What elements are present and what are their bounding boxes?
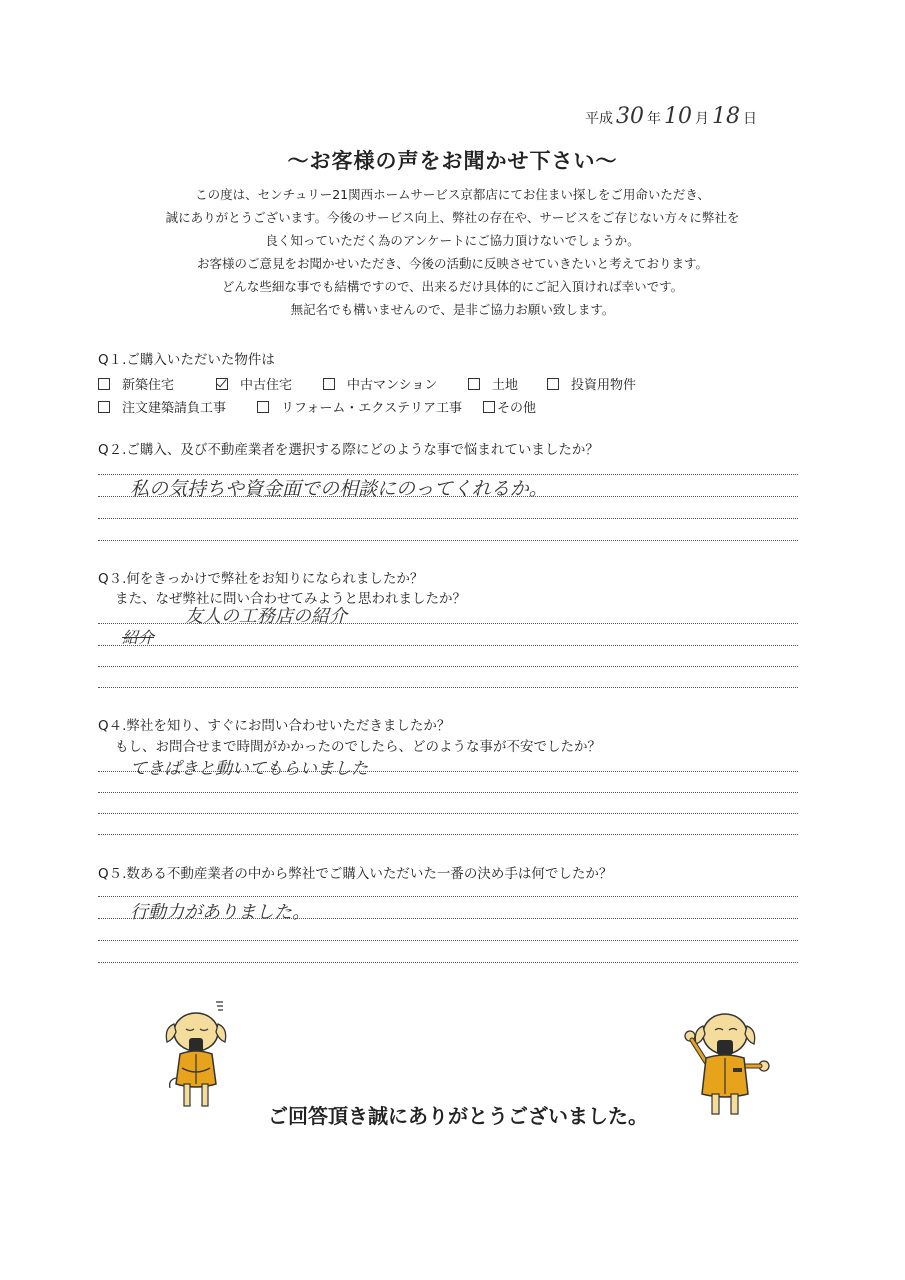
q4-question: Q４.弊社を知り、すぐにお問い合わせいただきましたか？ — [98, 718, 451, 734]
date-day-unit: 日 — [743, 111, 757, 127]
q1-option-selected[interactable]: 中古住宅 — [216, 374, 292, 393]
answer-line — [98, 962, 798, 963]
intro-line: お客様のご意見をお聞かせいただき、今後の活動に反映させていきたいと考えております。 — [196, 256, 708, 271]
checkbox[interactable] — [98, 378, 110, 390]
q1-option[interactable]: 投資用物件 — [547, 374, 636, 393]
q4-answer[interactable]: てきぱきと動いてもらいました — [130, 759, 368, 779]
q1-option[interactable]: 土地 — [468, 374, 518, 393]
q5-answer[interactable]: 行動力がありました。 — [130, 902, 310, 923]
date-day: 18 — [712, 104, 740, 129]
date-era: 平成 — [585, 111, 613, 127]
answer-line — [98, 834, 798, 835]
intro-line: 誠にありがとうございます。今後のサービス向上、弊社の存在や、サービスをご存じない方々に弊社を — [165, 210, 740, 225]
date-month: 10 — [664, 104, 692, 129]
checkbox[interactable] — [547, 378, 559, 390]
answer-line — [98, 540, 798, 541]
checkbox[interactable] — [483, 401, 495, 413]
answer-line — [98, 666, 798, 667]
q3-struck-answer: 紹介 — [122, 628, 155, 647]
checkbox-checked[interactable] — [216, 378, 228, 390]
mascot-cheering-icon — [680, 1000, 775, 1118]
q1-option[interactable]: その他 — [483, 397, 536, 416]
closing-message: ご回答頂き誠にありがとうございました。 — [268, 1104, 648, 1128]
answer-line — [98, 645, 798, 646]
answer-line — [98, 496, 798, 497]
intro-line: 無記名でも構いませんので、是非ご協力お願い致します。 — [290, 302, 615, 317]
answer-line — [98, 623, 798, 624]
q2-answer[interactable]: 私の気持ちや資金面での相談にのってくれるか。 — [130, 478, 548, 500]
q1-question: Q１.ご購入いただいた物件は — [98, 352, 275, 368]
answer-line — [98, 687, 798, 688]
intro-line: どんな些細な事でも結構ですので、出来るだけ具体的にご記入頂ければ幸いです。 — [221, 279, 684, 294]
checkbox[interactable] — [257, 401, 269, 413]
mascot-bowing-icon — [158, 998, 238, 1110]
q3-question: Q３.何をきっかけで弊社をお知りになられましたか？ — [98, 571, 424, 587]
answer-line — [98, 474, 798, 475]
date-year-unit: 年 — [647, 111, 661, 127]
checkbox[interactable] — [98, 401, 110, 413]
answer-line — [98, 940, 798, 941]
answer-line — [98, 518, 798, 519]
q2-question: Q２.ご購入、及び不動産業者を選択する際にどのような事で悩まれていましたか？ — [98, 442, 599, 458]
q1-option[interactable]: 中古マンション — [323, 374, 437, 393]
checkbox[interactable] — [468, 378, 480, 390]
q1-option[interactable]: 注文建築請負工事 — [98, 397, 226, 416]
answer-line — [98, 813, 798, 814]
date-line — [585, 104, 757, 129]
q1-option[interactable]: リフォーム・エクステリア工事 — [257, 397, 462, 416]
answer-line — [98, 771, 798, 772]
answer-line — [98, 918, 798, 919]
intro-text — [0, 183, 905, 321]
page-title: ～お客様の声をお聞かせ下さい～ — [287, 149, 618, 173]
q4-question-2: もし、お問合せまで時間がかかったのでしたら、どのような事が不安でしたか？ — [115, 739, 601, 755]
checkbox[interactable] — [323, 378, 335, 390]
date-year: 30 — [616, 104, 644, 129]
intro-line: 良く知っていただく為のアンケートにご協力頂けないでしょうか。 — [265, 233, 640, 248]
q3-question-2: また、なぜ弊社に問い合わせてみようと思われましたか？ — [115, 591, 466, 607]
answer-line — [98, 896, 798, 897]
answer-line — [98, 792, 798, 793]
date-month-unit: 月 — [695, 111, 709, 127]
q3-answer[interactable]: 友人の工務店の紹介 — [185, 606, 347, 627]
q1-option[interactable]: 新築住宅 — [98, 374, 174, 393]
intro-line: この度は、センチュリー21関西ホームサービス京都店にてお住まい探しをご用命いただき、 — [195, 187, 710, 202]
q5-question: Q５.数ある不動産業者の中から弊社でご購入いただいた一番の決め手は何でしたか？ — [98, 866, 613, 882]
